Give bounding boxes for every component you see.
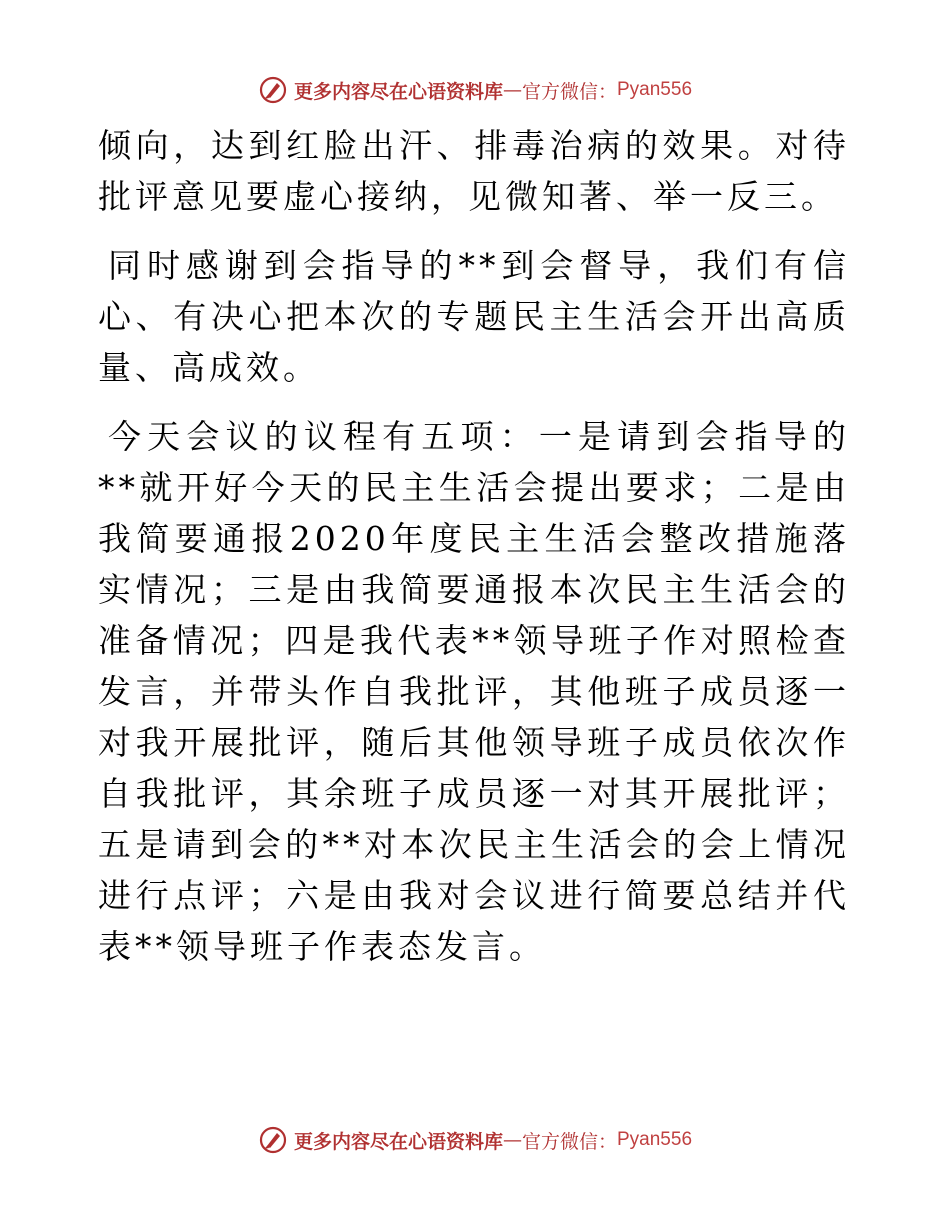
footer-watermark xyxy=(0,1120,950,1160)
pen-nib-logo-icon xyxy=(258,1125,288,1155)
paragraph-2: 同时感谢到会指导的**到会督导，我们有信心、有决心把本次的专题民主生活会开出高质量、高成效。 xyxy=(98,246,850,387)
paragraph-1: 倾向，达到红脸出汗、排毒治病的效果。对待批评意见要虚心接纳，见微知著、举一反三。 xyxy=(98,126,850,216)
watermark-dash: — xyxy=(502,1129,522,1151)
watermark-wechat-id: Pyan556 xyxy=(617,79,693,100)
watermark-wechat-id: Pyan556 xyxy=(617,1129,693,1150)
watermark-wechat-label: 官方微信： xyxy=(521,80,617,103)
header-watermark xyxy=(0,70,950,110)
pen-nib-logo-icon xyxy=(258,75,288,105)
paragraph-3: 今天会议的议程有五项：一是请到会指导的**就开好今天的民主生活会提出要求；二是由我简要通报2020年度民主生活会整改措施落实情况；三是由我简要通报本次民主生活会的准备情况；四是我代表**领导班子作对照检查发言，并带头作自我批评，其他班子成员逐一对我开展批评，随后其他领导班子成员依次作自我批评，其余班子成员逐一对其开展批评；五是请到会的**对本次民主生活会的会上情况进行点评；六是由我对会议进行简要总结并代表**领导班子作表态发言。 xyxy=(98,417,850,966)
watermark-wechat-label: 官方微信： xyxy=(521,1130,617,1153)
document-body xyxy=(98,120,850,990)
watermark-main-text: 更多内容尽在心语资料库 xyxy=(293,1130,503,1153)
watermark-dash: — xyxy=(502,79,522,101)
watermark-main-text: 更多内容尽在心语资料库 xyxy=(293,80,503,103)
